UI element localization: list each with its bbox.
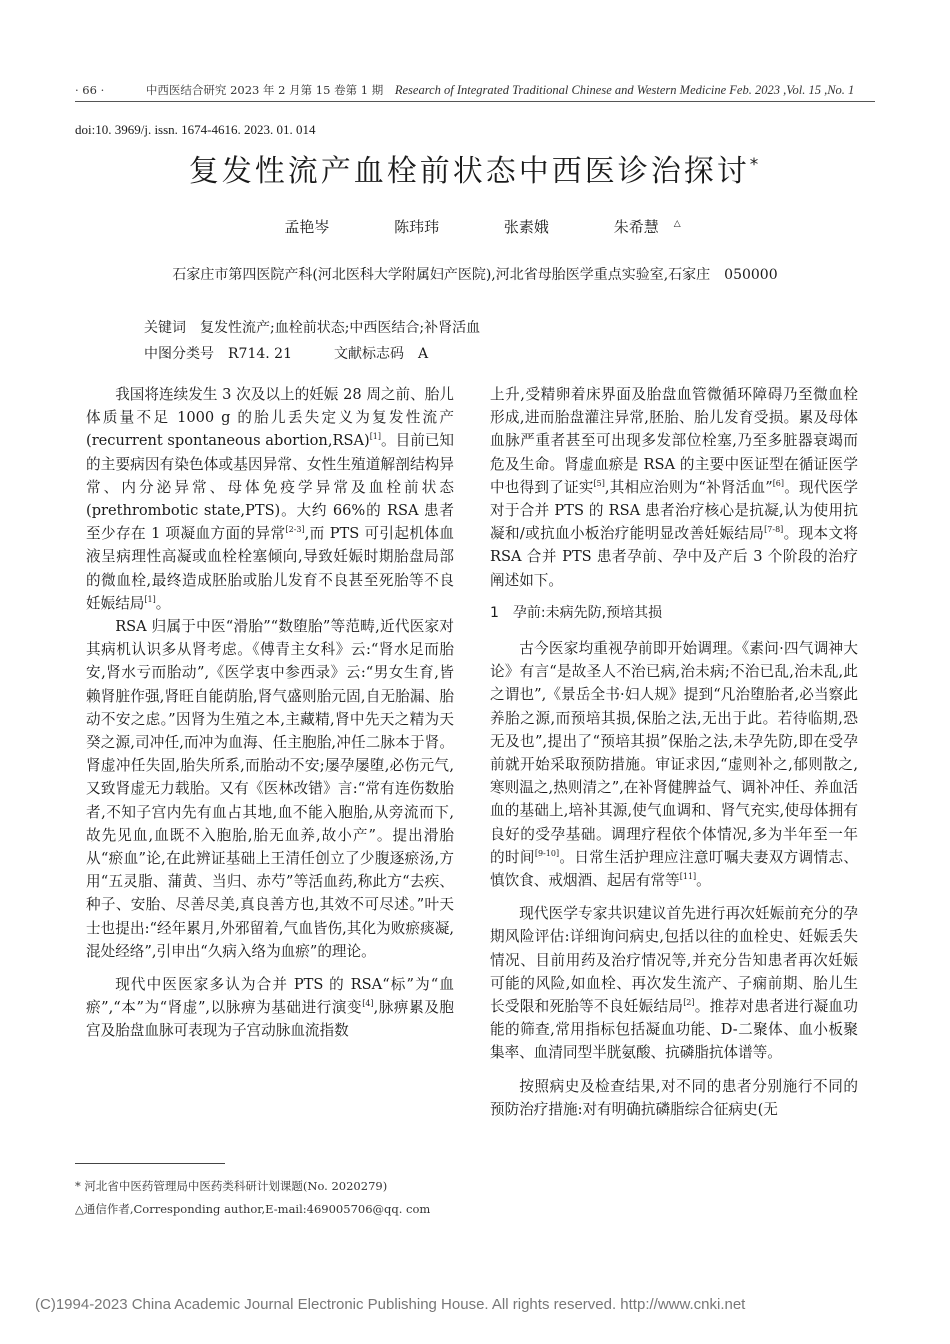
title-mark: * xyxy=(749,155,762,175)
keywords: 关键词 复发性流产;血栓前状态;中西医结合;补肾活血 xyxy=(144,320,481,336)
copyright-line: (C)1994-2023 China Academic Journal Electronic Publishing House. All rights reserved. http://www.cnki.net xyxy=(35,1296,746,1313)
paragraph: 我国将连续发生 3 次及以上的妊娠 28 周之前、胎儿体质量不足 1000 g 的胎儿丢失定义为复发性流产(recurrent spontaneous abortion,RSA)[1]。目前已知的主要病因有染色体或基因异常、女性生殖道解剖结构异常、内分泌异常、母体免疫学异常及血栓前状态(prethrombotic state,PTS)。大约 66%的 RSA 患者至少存在 1 项凝血方面的异常[2-3],而 PTS 可引起机体血液呈病理性高凝或血栓栓塞倾向,导致妊娠时期胎盘局部的微血栓,最终造成胚胎或胎儿发育不良甚至死胎等不良妊娠结局[1]。 xyxy=(86,386,455,612)
citation: [9-10] xyxy=(534,849,560,858)
title-text: 复发性流产血栓前状态中西医诊治探讨 xyxy=(188,154,750,189)
paragraph: 按照病史及检查结果,对不同的患者分别施行不同的预防治疗措施:对有明确抗磷脂综合征病史(无 xyxy=(490,1077,858,1118)
article-title xyxy=(0,146,950,190)
footnote-rule xyxy=(75,1163,225,1164)
page-number: · 66 · xyxy=(75,83,105,97)
author: 朱希慧 △ xyxy=(613,218,681,236)
author: 张素娥 xyxy=(503,218,549,236)
citation: [6] xyxy=(772,478,785,488)
paragraph: 上升,受精卵着床界面及胎盘血管微循环障碍乃至微血栓形成,进而胎盘灌注异常,胚胎、胎儿发育受损。累及母体血脉严重者甚至可出现多发部位栓塞,乃至多脏器衰竭而危及生命。肾虚血瘀是 RSA 的主要中医证型在循证医学中也得到了证实[5],其相应治则为“补肾活血”[6]。现代医学对于合并 PTS 的 RSA 患者治疗核心是抗凝,认为使用抗凝和/或抗血小板治疗能明显改善妊娠结局[7-8]。现本文将 RSA 合并 PTS 患者孕前、孕中及产后 3 个阶段的治疗阐述如下。 xyxy=(490,386,858,589)
author: 孟艳岑 xyxy=(284,218,330,236)
citation: [2-3] xyxy=(285,525,305,535)
paragraph: RSA 归属于中医“滑胎”“数堕胎”等范畴,近代医家对其病机认识多从肾考虑。《傅青主女科》云:“肾水足而胎安,肾水亏而胎动”,《医学衷中参西录》云:“男女生育,皆赖肾脏作强,肾旺自能荫胎,肾气盛则胎元固,自无胎漏、胎动不安之虑。”因肾为生殖之本,主藏精,肾中先天之精为天癸之源,司冲任,而冲为血海、任主胞胎,冲任二脉本于肾。肾虚冲任失固,胎失所系,而胎动不安;屡孕屡堕,必伤元气,又致肾虚无力载胎。又有《医林改错》言:“常有连伤数胎者,不知子宫内先有血占其地,血不能入胞胎,从旁流而下,故先见血,血既不入胞胎,胎无血养,故小产”。提出滑胎从“瘀血”论,在此辨证基础上王清任创立了少腹逐瘀汤,方用“五灵脂、蒲黄、当归、赤芍”等活血药,称此方“去疾、种子、安胎、尽善尽美,真良善方也,其效不可尽述。”叶天士也提出:“经年累月,外邪留着,气血皆伤,其化为败瘀痰凝,混处经络”,引申出“久病入络为血瘀”的理论。 xyxy=(86,618,454,960)
author: 陈玮玮 xyxy=(394,218,440,236)
header-rule xyxy=(75,101,875,102)
citation: [4] xyxy=(362,999,374,1009)
journal-name-en: Research of Integrated Traditional Chinese and Western Medicine Feb. 2023 ,Vol. 15 ,No. 1 xyxy=(394,83,855,97)
running-header xyxy=(75,82,875,98)
paragraph: 现代医学专家共识建议首先进行再次妊娠前充分的孕期风险评估:详细询问病史,包括以往的血栓史、妊娠丢失情况、目前用药及治疗情况等,并充分告知患者再次妊娠可能的风险,如血栓、再次发生流产、子痫前期、胎儿生长受限和死胎等不良妊娠结局[2]。推荐对患者进行凝血功能的筛查,常用指标包括凝血功能、D-二聚体、血小板聚集率、血清同型半胱氨酸、抗磷脂抗体谱等。 xyxy=(490,905,858,1062)
body-column-right xyxy=(490,383,858,1121)
corresponding-mark: △ xyxy=(673,219,681,229)
body-column-left xyxy=(86,383,454,1043)
citation: [7-8] xyxy=(764,525,784,535)
citation: [11] xyxy=(679,872,697,882)
affiliation: 石家庄市第四医院产科(河北医科大学附属妇产医院),河北省母胎医学重点实验室,石家庄 050000 xyxy=(172,267,778,283)
footnote-corresponding: △通信作者,Corresponding author,E-mail:469005706@qq. com xyxy=(75,1202,431,1216)
doi: doi:10. 3969/j. issn. 1674-4616. 2023. 01. 014 xyxy=(75,122,316,137)
citation: [1] xyxy=(369,432,382,442)
section-heading: 1 孕前:未病先防,预培其损 xyxy=(490,604,663,621)
classification: 中图分类号 R714. 21 文献标志码 A xyxy=(144,346,429,362)
paragraph: 古今医家均重视孕前即开始调理。《素问·四气调神大论》有言“是故圣人不治已病,治未病;不治已乱,治未乱,此之谓也”,《景岳全书·妇人规》提到“凡治堕胎者,必当察此养胎之源,而预培其损,保胎之法,无出于此。若待临期,恐无及也”,提出了“预培其损”保胎之法,未孕先防,即在受孕前就开始采取预防措施。审证求因,“虚则补之,郁则散之,寒则温之,热则清之”,在补肾健脾益气、调补冲任、养血活血的基础上,培补其源,使气血调和、肾气充实,使母体拥有良好的受孕基础。调理疗程依个体情况,多为半年至一年的时间[9-10]。日常生活护理应注意叮嘱夫妻双方调情志、慎饮食、戒烟酒、起居有常等[11]。 xyxy=(490,640,858,890)
citation: [1] xyxy=(144,594,156,604)
citation: [2] xyxy=(683,998,695,1008)
journal-name-cn: 中西医结合研究 2023 年 2 月第 15 卷第 1 期 xyxy=(145,83,384,97)
author-list xyxy=(0,216,950,237)
footnote-funding: * 河北省中医药管理局中医药类科研计划课题(No. 2020279) xyxy=(75,1179,388,1193)
citation: [5] xyxy=(593,478,605,488)
paragraph: 现代中医医家多认为合并 PTS 的 RSA“标”为“血瘀”,“本”为“肾虚”,以脉痹为基础进行演变[4],脉痹累及胞宫及胎盘血脉可表现为子宫动脉血流指数 xyxy=(86,976,454,1040)
